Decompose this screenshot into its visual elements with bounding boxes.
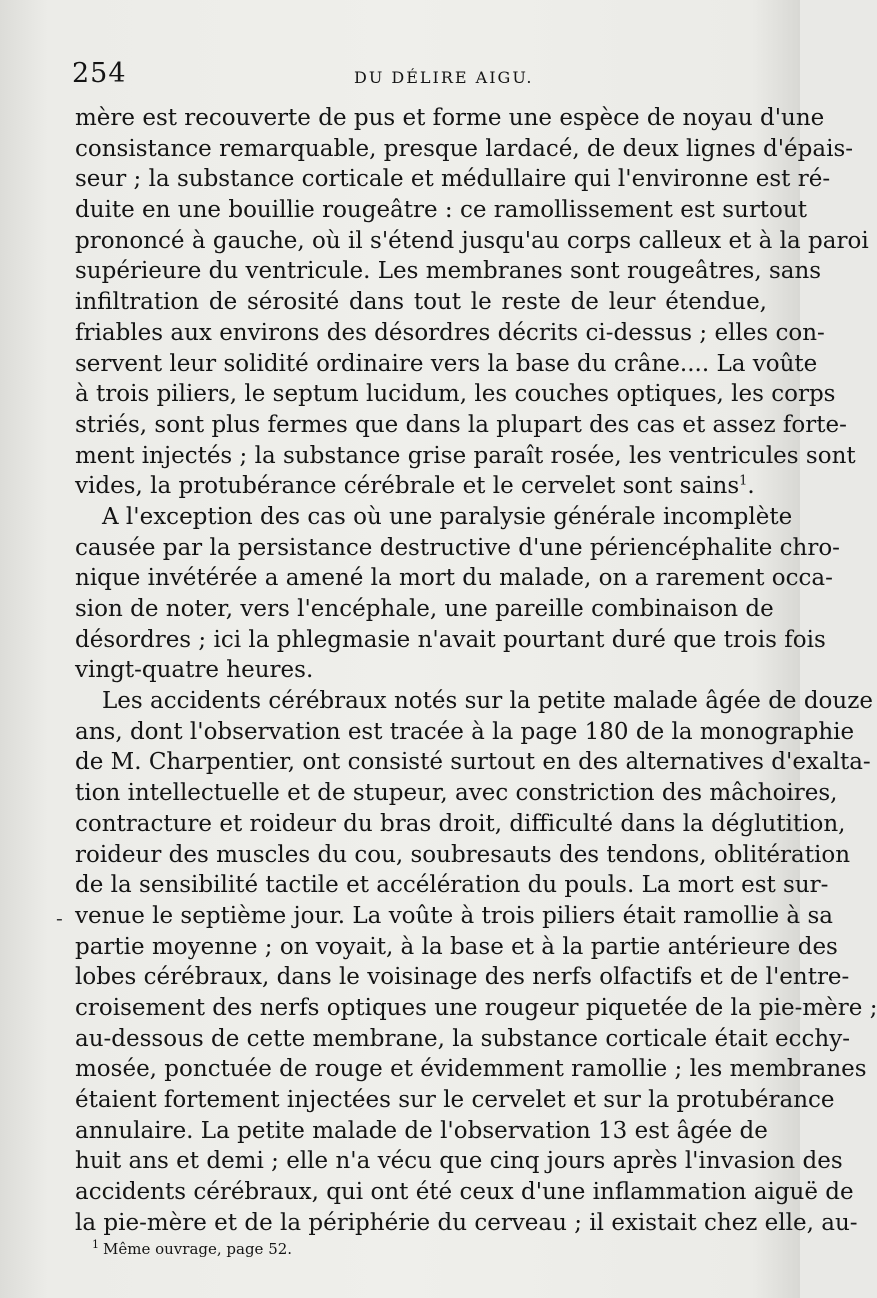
text-line: mosée, ponctuée de rouge et évidemment ramollie ; les membranes xyxy=(75,1056,867,1083)
footnote-mark: 1 xyxy=(92,1238,99,1251)
line-end-period: . xyxy=(747,473,755,500)
text-line: annulaire. La petite malade de l'observation 13 est âgée de xyxy=(75,1117,768,1144)
text-line: striés, sont plus fermes que dans la plupart des cas et assez forte- xyxy=(75,411,847,438)
text-line: partie moyenne ; on voyait, à la base et à la partie antérieure des xyxy=(75,933,838,960)
text-line: désordres ; ici la phlegmasie n'avait pourtant duré que trois fois xyxy=(75,626,826,653)
text-line: de la sensibilité tactile et accélération du pouls. La mort est sur- xyxy=(75,872,829,899)
text-line: duite en une bouillie rougeâtre : ce ramollissement est surtout xyxy=(75,197,807,224)
text-line: au-dessous de cette membrane, la substance corticale était ecchy- xyxy=(75,1025,850,1052)
margin-mark: - xyxy=(56,906,63,930)
text-line: venue le septième jour. La voûte à trois piliers était ramollie à sa xyxy=(75,902,833,929)
text-line: sion de noter, vers l'encéphale, une pareille combinaison de xyxy=(75,596,774,622)
text-line: accidents cérébraux, qui ont été ceux d'une inflammation aiguë de xyxy=(75,1179,854,1206)
paragraph-start-line: Les accidents cérébraux notés sur la petite malade âgée de douze xyxy=(102,688,873,715)
text-line: seur ; la substance corticale et médullaire qui l'environne est ré- xyxy=(75,166,831,193)
text-line: friables aux environs des désordres décrits ci-dessus ; elles con- xyxy=(75,319,825,346)
text-line: lobes cérébraux, dans le voisinage des nerfs olfactifs et de l'entre- xyxy=(75,964,850,991)
text-line: contracture et roideur du bras droit, difficulté dans la déglutition, xyxy=(75,810,846,837)
paragraph-start-line: A l'exception des cas où une paralysie générale incomplète xyxy=(102,503,793,530)
text-line: supérieure du ventricule. Les membranes sont rougeâtres, sans xyxy=(75,258,822,285)
text-line: de M. Charpentier, ont consisté surtout en des alternatives d'exalta- xyxy=(75,749,871,776)
page-number: 254 xyxy=(72,58,127,89)
text-line-content: vides, la protubérance cérébrale et le cervelet sont sains xyxy=(75,473,740,500)
text-line: nique invétérée a amené la mort du malade, on a rarement occa- xyxy=(75,565,833,592)
text-line: ment injectés ; la substance grise paraît rosée, les ventricules sont xyxy=(75,442,856,469)
text-line: vingt-quatre heures. xyxy=(75,657,314,684)
text-line: prononcé à gauche, où il s'étend jusqu'au corps calleux et à la paroi xyxy=(75,227,869,254)
text-line: consistance remarquable, presque lardacé, de deux lignes d'épais- xyxy=(75,135,854,162)
footnote-text: Même ouvrage, page 52. xyxy=(103,1240,293,1258)
text-line: mère est recouverte de pus et forme une espèce de noyau d'une xyxy=(75,105,825,131)
text-line: tion intellectuelle et de stupeur, avec constriction des mâchoires, xyxy=(75,780,838,807)
running-head: DU DÉLIRE AIGU. xyxy=(354,68,534,87)
page-header xyxy=(72,58,760,94)
text-line: infiltration de sérosité dans tout le reste de leur étendue, xyxy=(75,289,767,316)
text-line: ans, dont l'observation est tracée à la page 180 de la monographie xyxy=(75,718,855,745)
text-line: huit ans et demi ; elle n'a vécu que cinq jours après l'invasion des xyxy=(75,1148,843,1175)
text-line: roideur des muscles du cou, soubresauts des tendons, oblitération xyxy=(75,841,851,868)
text-line: à trois piliers, le septum lucidum, les couches optiques, les corps xyxy=(75,381,836,408)
text-line: causée par la persistance destructive d'une périencéphalite chro- xyxy=(75,534,840,561)
footnote-reference: 1 xyxy=(739,473,748,489)
text-line: la pie-mère et de la périphérie du cerveau ; il existait chez elle, au- xyxy=(75,1209,858,1236)
body-text xyxy=(75,103,877,1238)
text-line-with-footnote xyxy=(75,471,767,502)
text-line: servent leur solidité ordinaire vers la base du crâne.... La voûte xyxy=(75,350,818,377)
footnote xyxy=(92,1238,292,1258)
text-line: étaient fortement injectées sur le cervelet et sur la protubérance xyxy=(75,1087,835,1113)
text-line: croisement des nerfs optiques une rougeur piquetée de la pie-mère ; xyxy=(75,994,877,1021)
